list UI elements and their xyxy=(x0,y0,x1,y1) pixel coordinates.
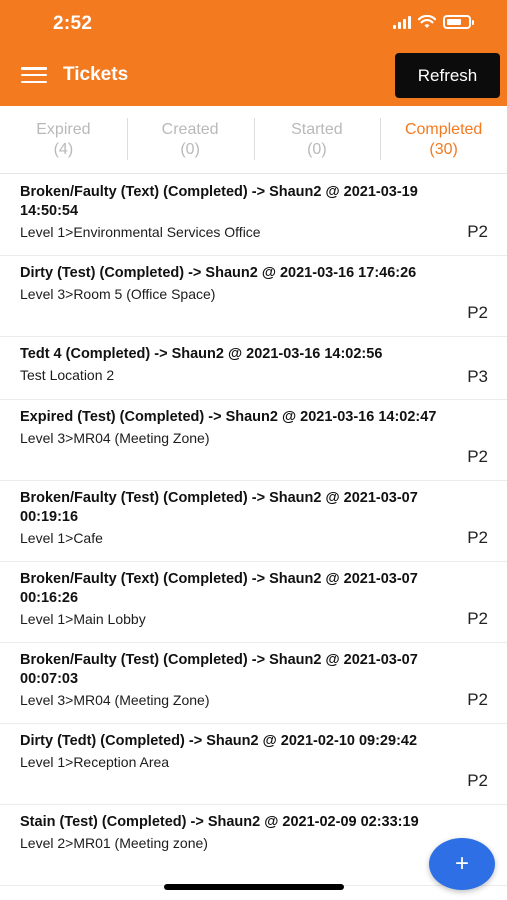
tab-label: Expired xyxy=(36,120,91,138)
plus-icon: + xyxy=(454,850,469,877)
ticket-location: Level 3>MR04 (Meeting Zone) xyxy=(20,430,210,446)
ticket-row[interactable] xyxy=(0,337,507,400)
status-bar-time: 2:52 xyxy=(53,13,93,34)
ticket-row[interactable] xyxy=(0,481,507,562)
ticket-title: Tedt 4 (Completed) -> Shaun2 @ 2021-03-16 14:02:56 xyxy=(20,346,383,362)
ticket-priority: P2 xyxy=(467,222,488,241)
ticket-location: Test Location 2 xyxy=(20,367,115,383)
home-indicator xyxy=(164,884,344,890)
ticket-title: Stain (Test) (Completed) -> Shaun2 @ 2021-02-09 02:33:19 xyxy=(20,814,419,830)
ticket-location: Level 1>Cafe xyxy=(20,530,103,546)
ticket-list xyxy=(0,175,507,886)
ticket-location: Level 1>Reception Area xyxy=(20,754,170,770)
ticket-title: Broken/Faulty (Text) (Completed) -> Shaun2 @ 2021-03-07 00:16:26 xyxy=(20,571,418,606)
tab-count: (0) xyxy=(307,140,327,158)
ticket-title: Dirty (Test) (Completed) -> Shaun2 @ 2021-03-16 17:46:26 xyxy=(20,265,417,281)
tab-label: Completed xyxy=(404,120,483,138)
add-ticket-button[interactable] xyxy=(429,838,495,890)
ticket-priority: P2 xyxy=(467,447,488,466)
status-bar-icons xyxy=(393,15,471,29)
ticket-priority: P2 xyxy=(467,771,488,790)
tab-label: Created xyxy=(161,120,219,138)
ticket-row[interactable] xyxy=(0,400,507,481)
tab-count: (30) xyxy=(429,140,458,158)
tab-completed[interactable] xyxy=(380,106,507,173)
tab-created[interactable] xyxy=(127,106,254,173)
ticket-priority: P2 xyxy=(467,303,488,322)
ticket-row[interactable] xyxy=(0,175,507,256)
app-header xyxy=(0,0,507,106)
tab-count: (4) xyxy=(53,140,74,158)
ticket-title: Broken/Faulty (Test) (Completed) -> Shaun2 @ 2021-03-07 00:07:03 xyxy=(20,652,418,687)
ticket-title: Broken/Faulty (Text) (Completed) -> Shaun2 @ 2021-03-19 14:50:54 xyxy=(20,184,418,219)
ticket-row[interactable] xyxy=(0,562,507,643)
cellular-signal-icon xyxy=(393,16,411,29)
ticket-location: Level 2>MR01 (Meeting zone) xyxy=(20,835,208,851)
ticket-row[interactable] xyxy=(0,724,507,805)
status-tabs xyxy=(0,106,507,174)
ticket-title: Expired (Test) (Completed) -> Shaun2 @ 2021-03-16 14:02:47 xyxy=(20,409,437,425)
battery-icon xyxy=(443,15,471,29)
refresh-button[interactable]: Refresh xyxy=(395,53,500,98)
ticket-priority: P2 xyxy=(467,528,488,547)
ticket-location: Level 1>Environmental Services Office xyxy=(20,224,261,240)
ticket-row[interactable] xyxy=(0,643,507,724)
tab-started[interactable] xyxy=(254,106,381,173)
ticket-location: Level 3>MR04 (Meeting Zone) xyxy=(20,692,210,708)
ticket-priority: P3 xyxy=(467,367,488,386)
ticket-title: Broken/Faulty (Test) (Completed) -> Shaun2 @ 2021-03-07 00:19:16 xyxy=(20,490,418,525)
ticket-title: Dirty (Tedt) (Completed) -> Shaun2 @ 2021-02-10 09:29:42 xyxy=(20,733,418,749)
tab-expired[interactable] xyxy=(0,106,127,173)
ticket-row[interactable] xyxy=(0,256,507,337)
ticket-location: Level 3>Room 5 (Office Space) xyxy=(20,286,216,302)
page-title: Tickets xyxy=(63,64,129,85)
ticket-priority: P2 xyxy=(467,609,488,628)
hamburger-menu-icon[interactable] xyxy=(21,67,47,83)
wifi-icon xyxy=(418,15,436,29)
tab-count: (0) xyxy=(180,140,200,158)
ticket-priority: P2 xyxy=(467,690,488,709)
ticket-location: Level 1>Main Lobby xyxy=(20,611,146,627)
tab-label: Started xyxy=(291,120,343,138)
